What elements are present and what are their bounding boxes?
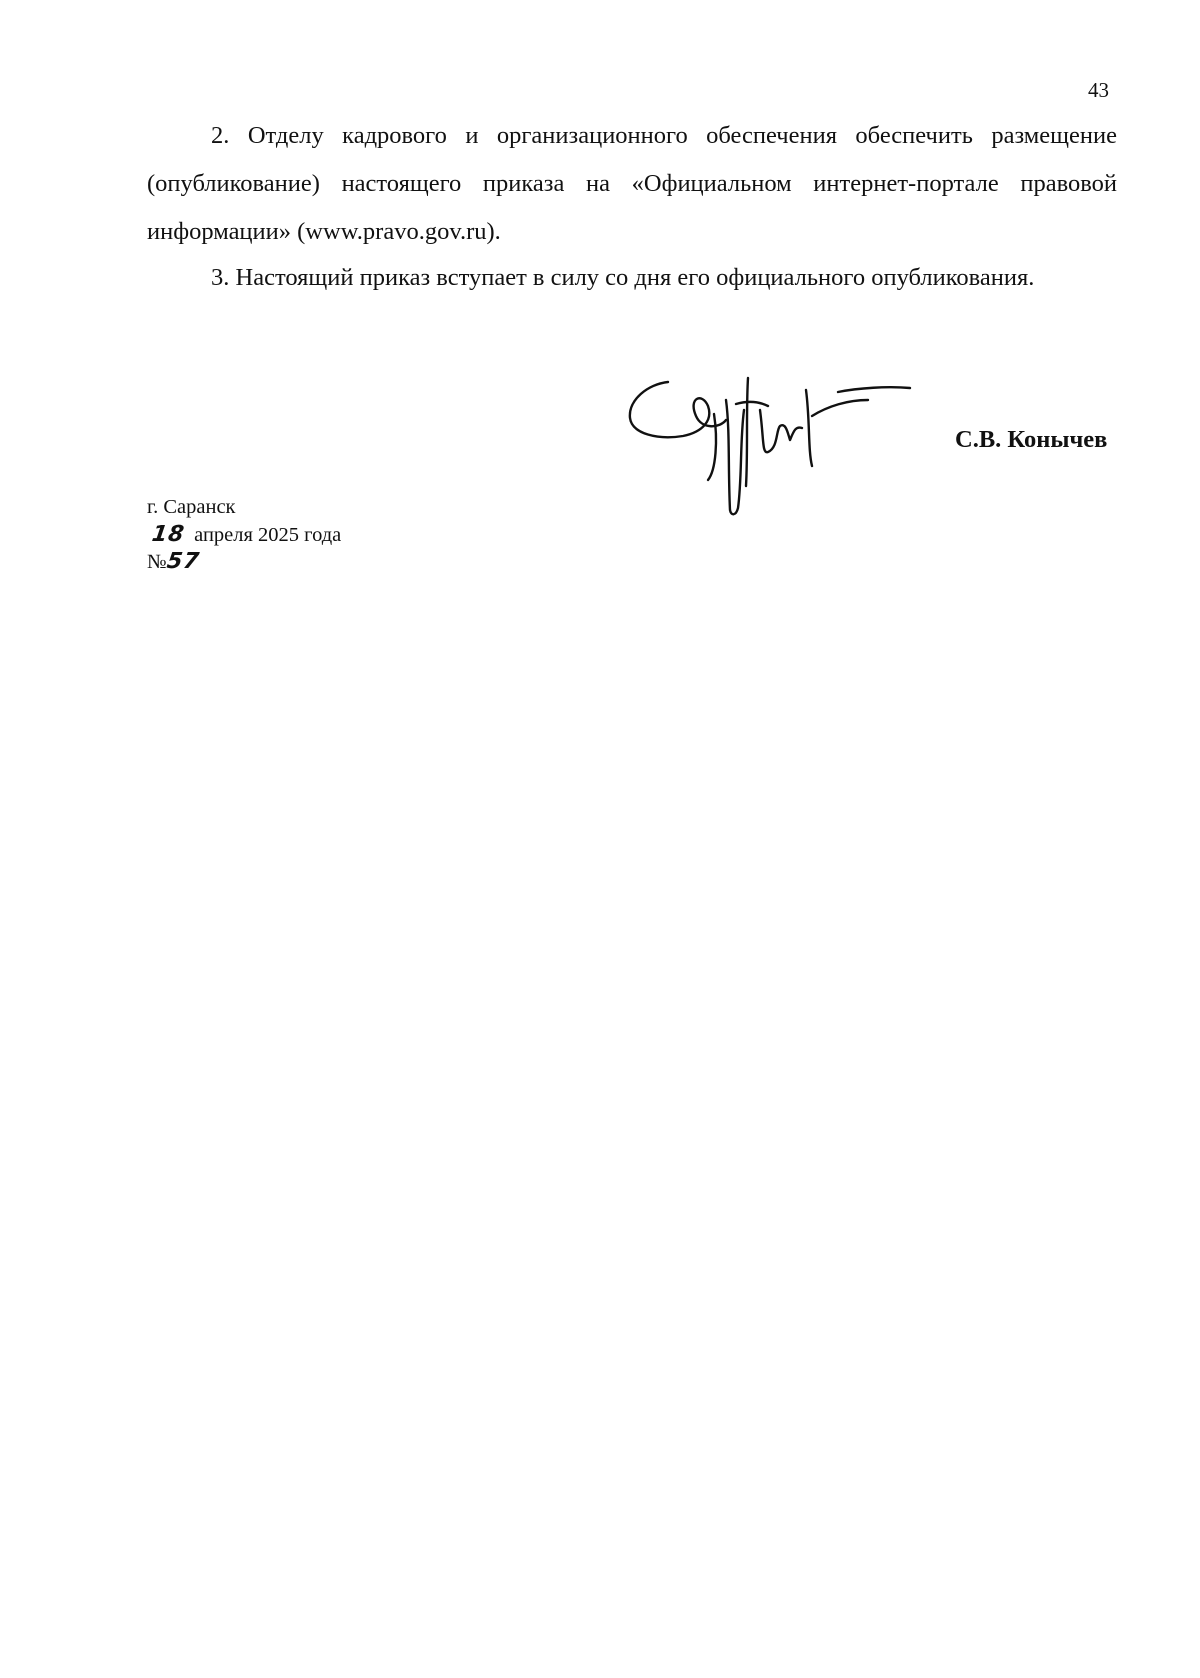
handwritten-signature (628, 370, 918, 520)
date-month-year: апреля 2025 года (194, 524, 342, 546)
page-number: 43 (1088, 78, 1109, 102)
document-number-handwritten: 57 (164, 549, 201, 574)
paragraph-2: 2. Отделу кадрового и организационного обеспечения обеспечить размещение (опубликование) настоящего приказа на «Официальном интернет-портале правовой информации» (www.pravo.gov.ru). (147, 122, 1117, 245)
paragraph-3: 3. Настоящий приказ вступает в силу со дня его официального опубликования. (211, 264, 1035, 291)
city: г. Саранск (147, 496, 236, 518)
signatory-name: С.В. Конычев (955, 426, 1108, 453)
number-prefix: № (147, 551, 167, 573)
place-date-block (147, 494, 341, 575)
date-day-handwritten: 18 (149, 522, 187, 547)
city-line (147, 494, 341, 521)
date-line (147, 521, 341, 548)
number-line (147, 548, 341, 575)
